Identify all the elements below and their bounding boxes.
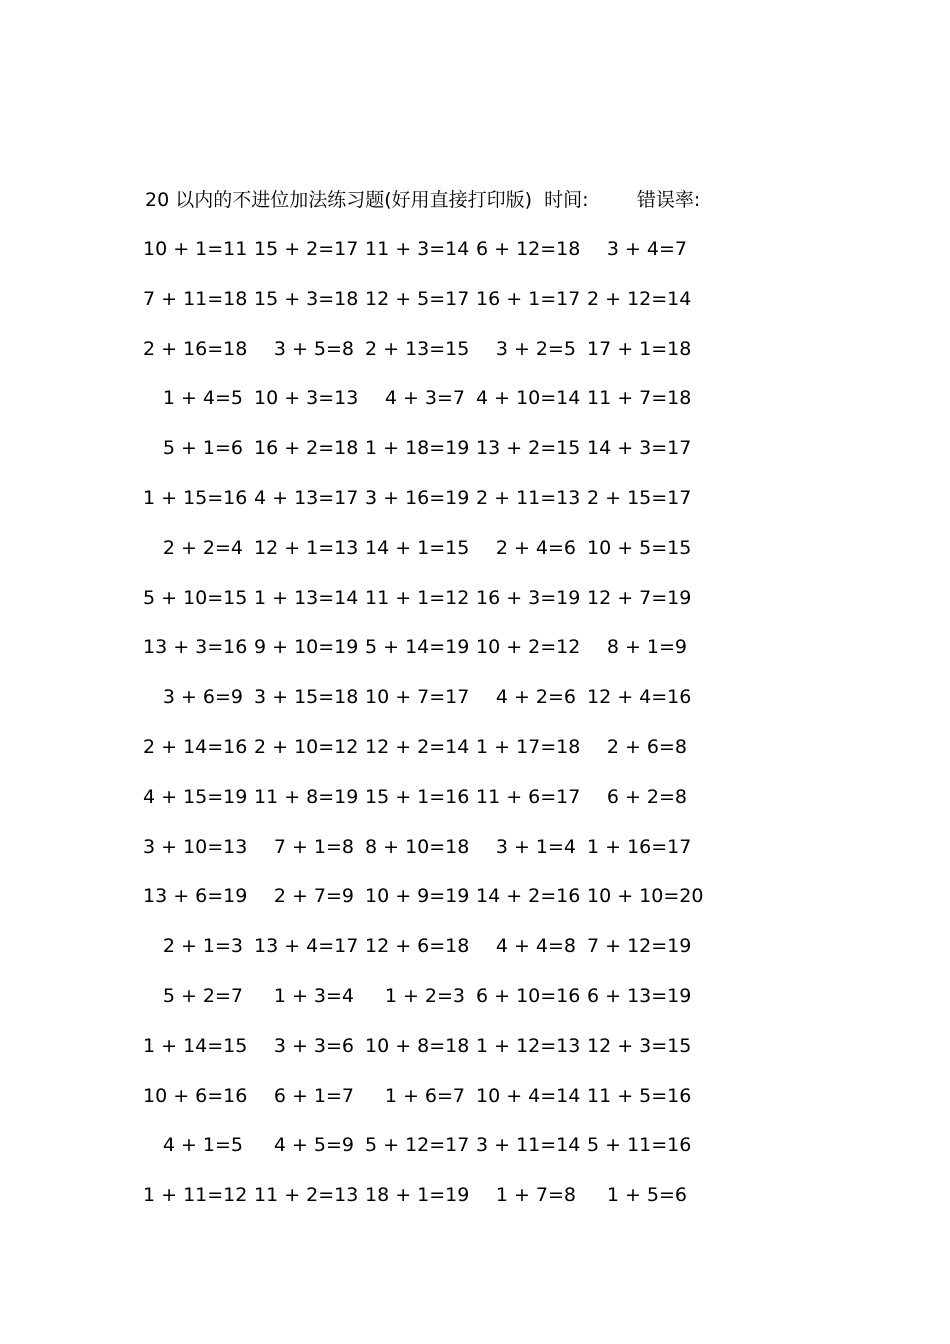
problem-cell: 7 + 11=18 bbox=[143, 287, 248, 310]
problem-cell: 5 + 12=17 bbox=[365, 1134, 470, 1157]
problem-row bbox=[0, 584, 950, 634]
problem-cell: 11 + 7=18 bbox=[587, 387, 692, 410]
problem-cell: 6 + 12=18 bbox=[476, 238, 581, 260]
problem-cell: 14 + 1=15 bbox=[365, 536, 470, 559]
problem-cell: 13 + 2=15 bbox=[476, 437, 581, 460]
problem-cell: 11 + 6=17 bbox=[476, 785, 581, 808]
problem-cell: 10 + 9=19 bbox=[365, 885, 470, 908]
problem-cell: 12 + 3=15 bbox=[587, 1034, 692, 1057]
worksheet-title: 20 以内的不进位加法练习题(好用直接打印版) 时间: 错误率: bbox=[145, 189, 701, 211]
problem-cell: 4 + 10=14 bbox=[476, 387, 581, 410]
problem-cell: 10 + 7=17 bbox=[365, 686, 470, 709]
problem-cell: 3 + 3=6 bbox=[273, 1034, 354, 1057]
problem-cell: 2 + 16=18 bbox=[143, 337, 248, 360]
problem-cell: 1 + 13=14 bbox=[254, 586, 359, 609]
problem-cell: 1 + 7=8 bbox=[495, 1184, 576, 1207]
problem-cell: 1 + 4=5 bbox=[162, 387, 243, 410]
problem-cell: 5 + 11=16 bbox=[587, 1134, 692, 1157]
problem-row bbox=[0, 932, 950, 982]
problem-cell: 13 + 3=16 bbox=[143, 636, 248, 659]
problem-cell: 16 + 2=18 bbox=[254, 437, 359, 460]
problem-row bbox=[0, 1131, 950, 1181]
problem-cell: 2 + 13=15 bbox=[365, 337, 470, 360]
problem-cell: 4 + 3=7 bbox=[384, 387, 465, 410]
problem-cell: 1 + 6=7 bbox=[384, 1084, 465, 1107]
problem-cell: 7 + 12=19 bbox=[587, 935, 692, 958]
problem-row bbox=[0, 633, 950, 683]
problem-cell: 13 + 6=19 bbox=[143, 885, 248, 908]
problem-cell: 2 + 6=8 bbox=[606, 735, 687, 758]
problem-cell: 1 + 15=16 bbox=[143, 486, 248, 509]
problem-cell: 7 + 1=8 bbox=[273, 835, 354, 858]
problem-row bbox=[0, 235, 950, 285]
problem-row bbox=[0, 1181, 950, 1231]
problem-cell: 1 + 17=18 bbox=[476, 735, 581, 758]
problem-cell: 10 + 5=15 bbox=[587, 536, 692, 559]
problem-cell: 15 + 2=17 bbox=[254, 238, 359, 260]
problem-cell: 4 + 1=5 bbox=[162, 1134, 243, 1157]
problem-cell: 4 + 15=19 bbox=[143, 785, 248, 808]
problem-cell: 8 + 10=18 bbox=[365, 835, 470, 858]
problem-cell: 11 + 1=12 bbox=[365, 586, 470, 609]
problem-cell: 1 + 5=6 bbox=[606, 1184, 687, 1207]
problem-cell: 12 + 6=18 bbox=[365, 935, 470, 958]
problem-cell: 5 + 14=19 bbox=[365, 636, 470, 659]
problem-cell: 3 + 16=19 bbox=[365, 486, 470, 509]
problem-row bbox=[0, 733, 950, 783]
problem-cell: 13 + 4=17 bbox=[254, 935, 359, 958]
problem-cell: 1 + 2=3 bbox=[384, 984, 465, 1007]
problem-cell: 1 + 18=19 bbox=[365, 437, 470, 460]
problem-cell: 11 + 2=13 bbox=[254, 1184, 359, 1207]
problem-cell: 2 + 14=16 bbox=[143, 735, 248, 758]
problem-cell: 12 + 4=16 bbox=[587, 686, 692, 709]
problem-cell: 12 + 2=14 bbox=[365, 735, 470, 758]
problem-cell: 5 + 2=7 bbox=[162, 984, 243, 1007]
problem-row bbox=[0, 783, 950, 833]
problem-row bbox=[0, 285, 950, 335]
problem-cell: 15 + 1=16 bbox=[365, 785, 470, 808]
problem-row bbox=[0, 833, 950, 883]
problem-cell: 2 + 15=17 bbox=[587, 486, 692, 509]
problem-cell: 2 + 10=12 bbox=[254, 735, 359, 758]
problem-cell: 11 + 5=16 bbox=[587, 1084, 692, 1107]
problem-cell: 2 + 12=14 bbox=[587, 287, 692, 310]
problem-cell: 6 + 13=19 bbox=[587, 984, 692, 1007]
problem-cell: 4 + 13=17 bbox=[254, 486, 359, 509]
problem-cell: 10 + 1=11 bbox=[143, 238, 248, 260]
problem-cell: 1 + 14=15 bbox=[143, 1034, 248, 1057]
problem-cell: 5 + 10=15 bbox=[143, 586, 248, 609]
problem-cell: 10 + 6=16 bbox=[143, 1084, 248, 1107]
problem-cell: 1 + 3=4 bbox=[273, 984, 354, 1007]
problem-cell: 11 + 3=14 bbox=[365, 238, 470, 260]
problem-cell: 1 + 11=12 bbox=[143, 1184, 248, 1207]
problem-cell: 6 + 2=8 bbox=[606, 785, 687, 808]
problem-grid bbox=[0, 235, 950, 1231]
problem-cell: 3 + 15=18 bbox=[254, 686, 359, 709]
problem-cell: 16 + 1=17 bbox=[476, 287, 581, 310]
problem-row bbox=[0, 982, 950, 1032]
problem-cell: 10 + 8=18 bbox=[365, 1034, 470, 1057]
problem-row bbox=[0, 434, 950, 484]
problem-cell: 10 + 3=13 bbox=[254, 387, 359, 410]
problem-cell: 14 + 3=17 bbox=[587, 437, 692, 460]
problem-row bbox=[0, 683, 950, 733]
problem-cell: 3 + 1=4 bbox=[495, 835, 576, 858]
problem-cell: 4 + 4=8 bbox=[495, 935, 576, 958]
problem-cell: 3 + 10=13 bbox=[143, 835, 248, 858]
problem-cell: 8 + 1=9 bbox=[606, 636, 687, 659]
problem-cell: 12 + 7=19 bbox=[587, 586, 692, 609]
problem-row bbox=[0, 484, 950, 534]
problem-row bbox=[0, 882, 950, 932]
problem-cell: 2 + 2=4 bbox=[162, 536, 243, 559]
problem-cell: 12 + 5=17 bbox=[365, 287, 470, 310]
problem-cell: 3 + 5=8 bbox=[273, 337, 354, 360]
problem-cell: 6 + 10=16 bbox=[476, 984, 581, 1007]
problem-cell: 16 + 3=19 bbox=[476, 586, 581, 609]
problem-cell: 9 + 10=19 bbox=[254, 636, 359, 659]
problem-cell: 15 + 3=18 bbox=[254, 287, 359, 310]
problem-cell: 2 + 1=3 bbox=[162, 935, 243, 958]
problem-row bbox=[0, 335, 950, 385]
problem-cell: 4 + 2=6 bbox=[495, 686, 576, 709]
problem-row bbox=[0, 534, 950, 584]
problem-cell: 3 + 4=7 bbox=[606, 238, 687, 260]
problem-cell: 1 + 16=17 bbox=[587, 835, 692, 858]
problem-cell: 10 + 4=14 bbox=[476, 1084, 581, 1107]
problem-cell: 3 + 11=14 bbox=[476, 1134, 581, 1157]
problem-cell: 5 + 1=6 bbox=[162, 437, 243, 460]
problem-cell: 14 + 2=16 bbox=[476, 885, 581, 908]
problem-cell: 2 + 4=6 bbox=[495, 536, 576, 559]
problem-row bbox=[0, 1032, 950, 1082]
problem-row bbox=[0, 384, 950, 434]
problem-cell: 17 + 1=18 bbox=[587, 337, 692, 360]
problem-row bbox=[0, 1082, 950, 1132]
problem-cell: 10 + 10=20 bbox=[587, 885, 704, 908]
problem-cell: 2 + 7=9 bbox=[273, 885, 354, 908]
problem-cell: 4 + 5=9 bbox=[273, 1134, 354, 1157]
problem-cell: 18 + 1=19 bbox=[365, 1184, 470, 1207]
problem-cell: 3 + 6=9 bbox=[162, 686, 243, 709]
problem-cell: 1 + 12=13 bbox=[476, 1034, 581, 1057]
problem-cell: 12 + 1=13 bbox=[254, 536, 359, 559]
problem-cell: 3 + 2=5 bbox=[495, 337, 576, 360]
problem-cell: 10 + 2=12 bbox=[476, 636, 581, 659]
problem-cell: 6 + 1=7 bbox=[273, 1084, 354, 1107]
problem-cell: 2 + 11=13 bbox=[476, 486, 581, 509]
problem-cell: 11 + 8=19 bbox=[254, 785, 359, 808]
